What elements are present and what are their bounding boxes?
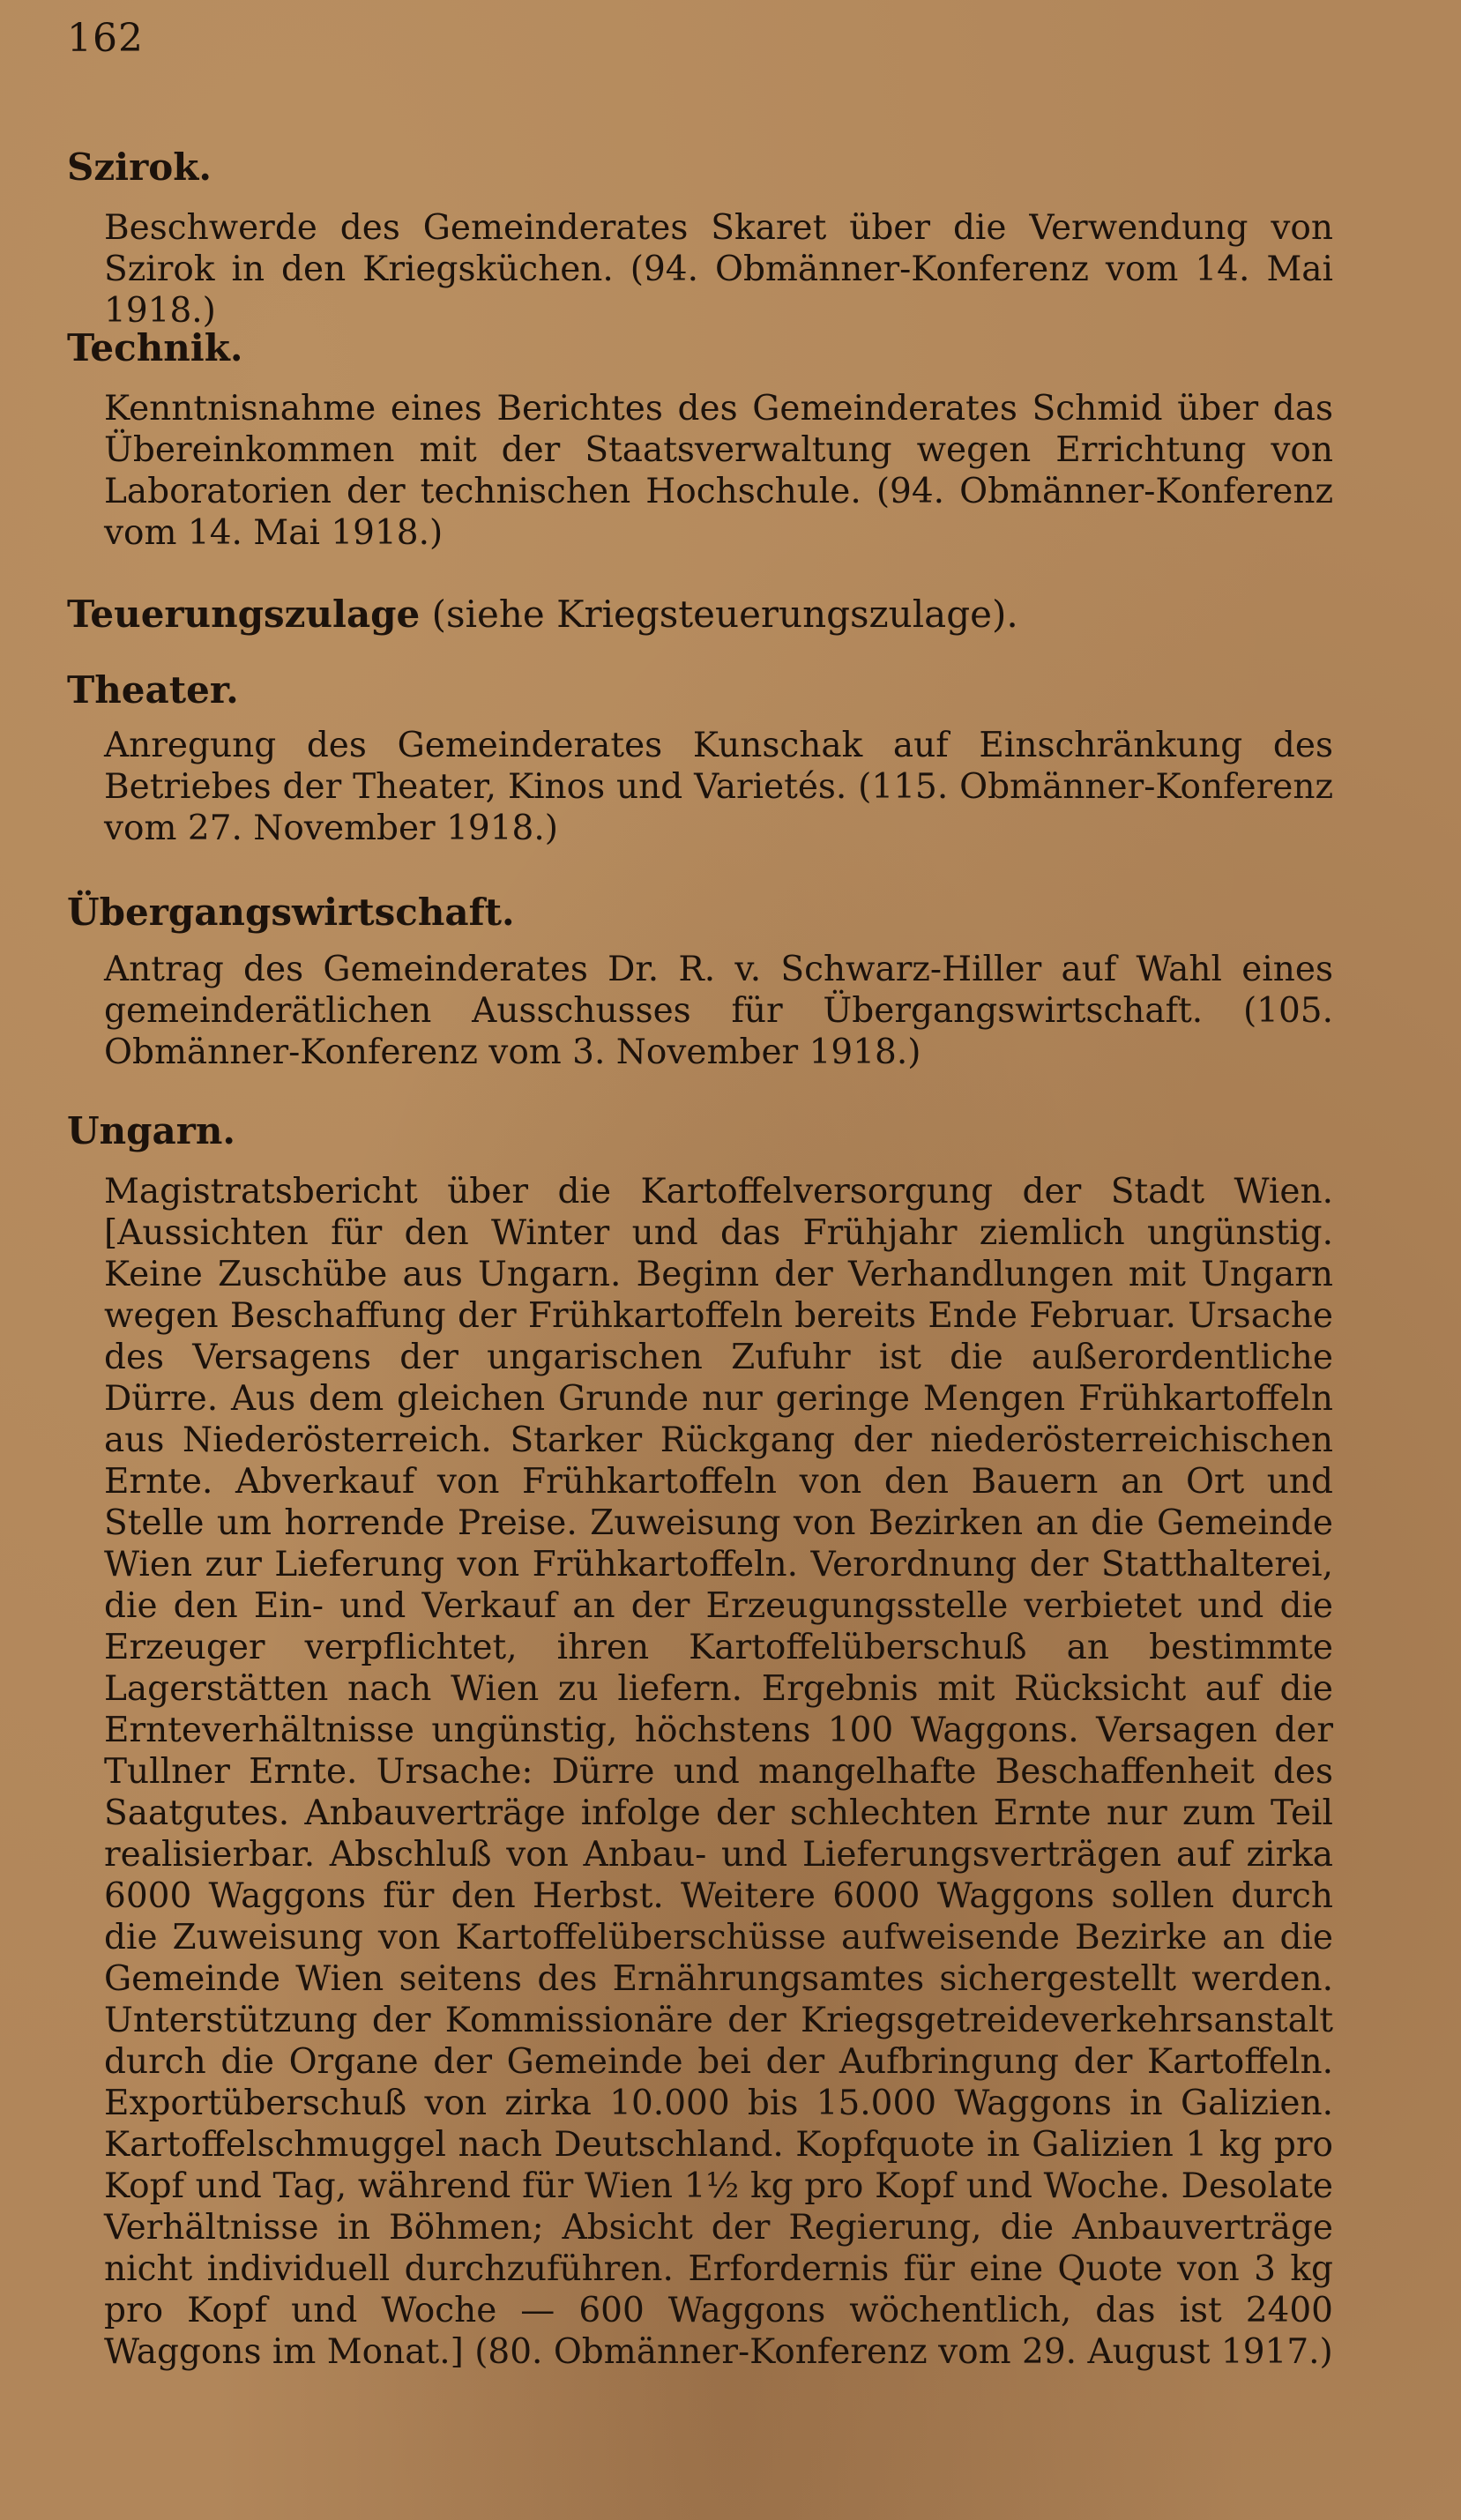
entry-text-theater: Anregung des Gemeinderates Kunschak auf Einschränkung des Betriebes der Theater, Kinos und Varietés. (115. Obmänner-Konferenz vom 27. November 1918.) — [104, 726, 1333, 848]
page-number: 162 — [67, 16, 144, 61]
entry-heading-theater: Theater. — [67, 668, 239, 712]
entry-heading-szirok: Szirok. — [67, 145, 212, 189]
entry-heading-teuerungszulage — [67, 593, 1018, 636]
entry-text-szirok: Beschwerde des Gemeinderates Skaret über die Verwendung von Szirok in den Kriegsküchen. (94. Obmänner-Konferenz vom 14. Mai 1918.) — [104, 208, 1333, 331]
entry-text-uebergangswirtschaft: Antrag des Gemeinderates Dr. R. v. Schwarz-Hiller auf Wahl eines gemeinderätlichen Ausschusses für Übergangswirtschaft. (105. Obmänner-Konferenz vom 3. November 1918.) — [104, 950, 1333, 1072]
heading-term: Teuerungszulage — [67, 593, 421, 636]
entry-heading-uebergangswirtschaft: Übergangswirtschaft. — [67, 891, 515, 934]
entry-heading-ungarn: Ungarn. — [67, 1109, 236, 1152]
entry-text-ungarn: Magistratsbericht über die Kartoffelversorgung der Stadt Wien. [Aussichten für den Winter und das Frühjahr ziemlich ungünstig. Keine Zuschübe aus Ungarn. Beginn der Verhandlungen mit Ungarn wegen Beschaffung der Frühkartoffeln bereits Ende Februar. Ursache des Versagens der ungarischen Zufuhr ist die außerordentliche Dürre. Aus dem gleichen Grunde nur geringe Mengen Frühkartoffeln aus Niederösterreich. Starker Rückgang der niederösterreichischen Ernte. Abverkauf von Frühkartoffeln von den Bauern an Ort und Stelle um horrende Preise. Zuweisung von Bezirken an die Gemeinde Wien zur Lieferung von Frühkartoffeln. Verordnung der Statthalterei, die den Ein- und Verkauf an der Erzeugungsstelle verbietet und die Erzeuger verpflichtet, ihren Kartoffelüberschuß an bestimmte Lagerstätten nach Wien zu liefern. Ergebnis mit Rücksicht auf die Ernteverhältnisse ungünstig, höchstens 100 Waggons. Versagen der Tullner Ernte. Ursache: Dürre und mangelhafte Beschaffenheit des Saatgutes. Anbauverträge infolge der schlechten Ernte nur zum Teil realisierbar. Abschluß von Anbau- und Lieferungsverträgen auf zirka 6000 Waggons für den Herbst. Weitere 6000 Waggons sollen durch die Zuweisung von Kartoffelüberschüsse aufweisende Bezirke an die Gemeinde Wien seitens des Ernährungsamtes sichergestellt werden. Unterstützung der Kommissionäre der Kriegsgetreideverkehrsanstalt durch die Organe der Gemeinde bei der Aufbringung der Kartoffeln. Exportüberschuß von zirka 10.000 bis 15.000 Waggons in Galizien. Kartoffelschmuggel nach Deutschland. Kopfquote in Galizien 1 kg pro Kopf und Tag, während für Wien 1½ kg pro Kopf und Woche. Desolate Verhältnisse in Böhmen; Absicht der Regierung, die Anbauverträge nicht individuell durchzuführen. Erfordernis für eine Quote von 3 kg pro Kopf und Woche — 600 Waggons wöchentlich, das ist 2400 Waggons im Monat.] (80. Obmänner-Konferenz vom 29. August 1917.) — [104, 1172, 1333, 2372]
entry-heading-technik: Technik. — [67, 326, 243, 369]
cross-reference-note: (siehe Kriegsteuerungszulage). — [420, 593, 1018, 636]
entry-text-technik: Kenntnisnahme eines Berichtes des Gemeinderates Schmid über das Übereinkommen mit der Staatsverwaltung wegen Errichtung von Laboratorien der technischen Hochschule. (94. Obmänner-Konferenz vom 14. Mai 1918.) — [104, 389, 1333, 553]
